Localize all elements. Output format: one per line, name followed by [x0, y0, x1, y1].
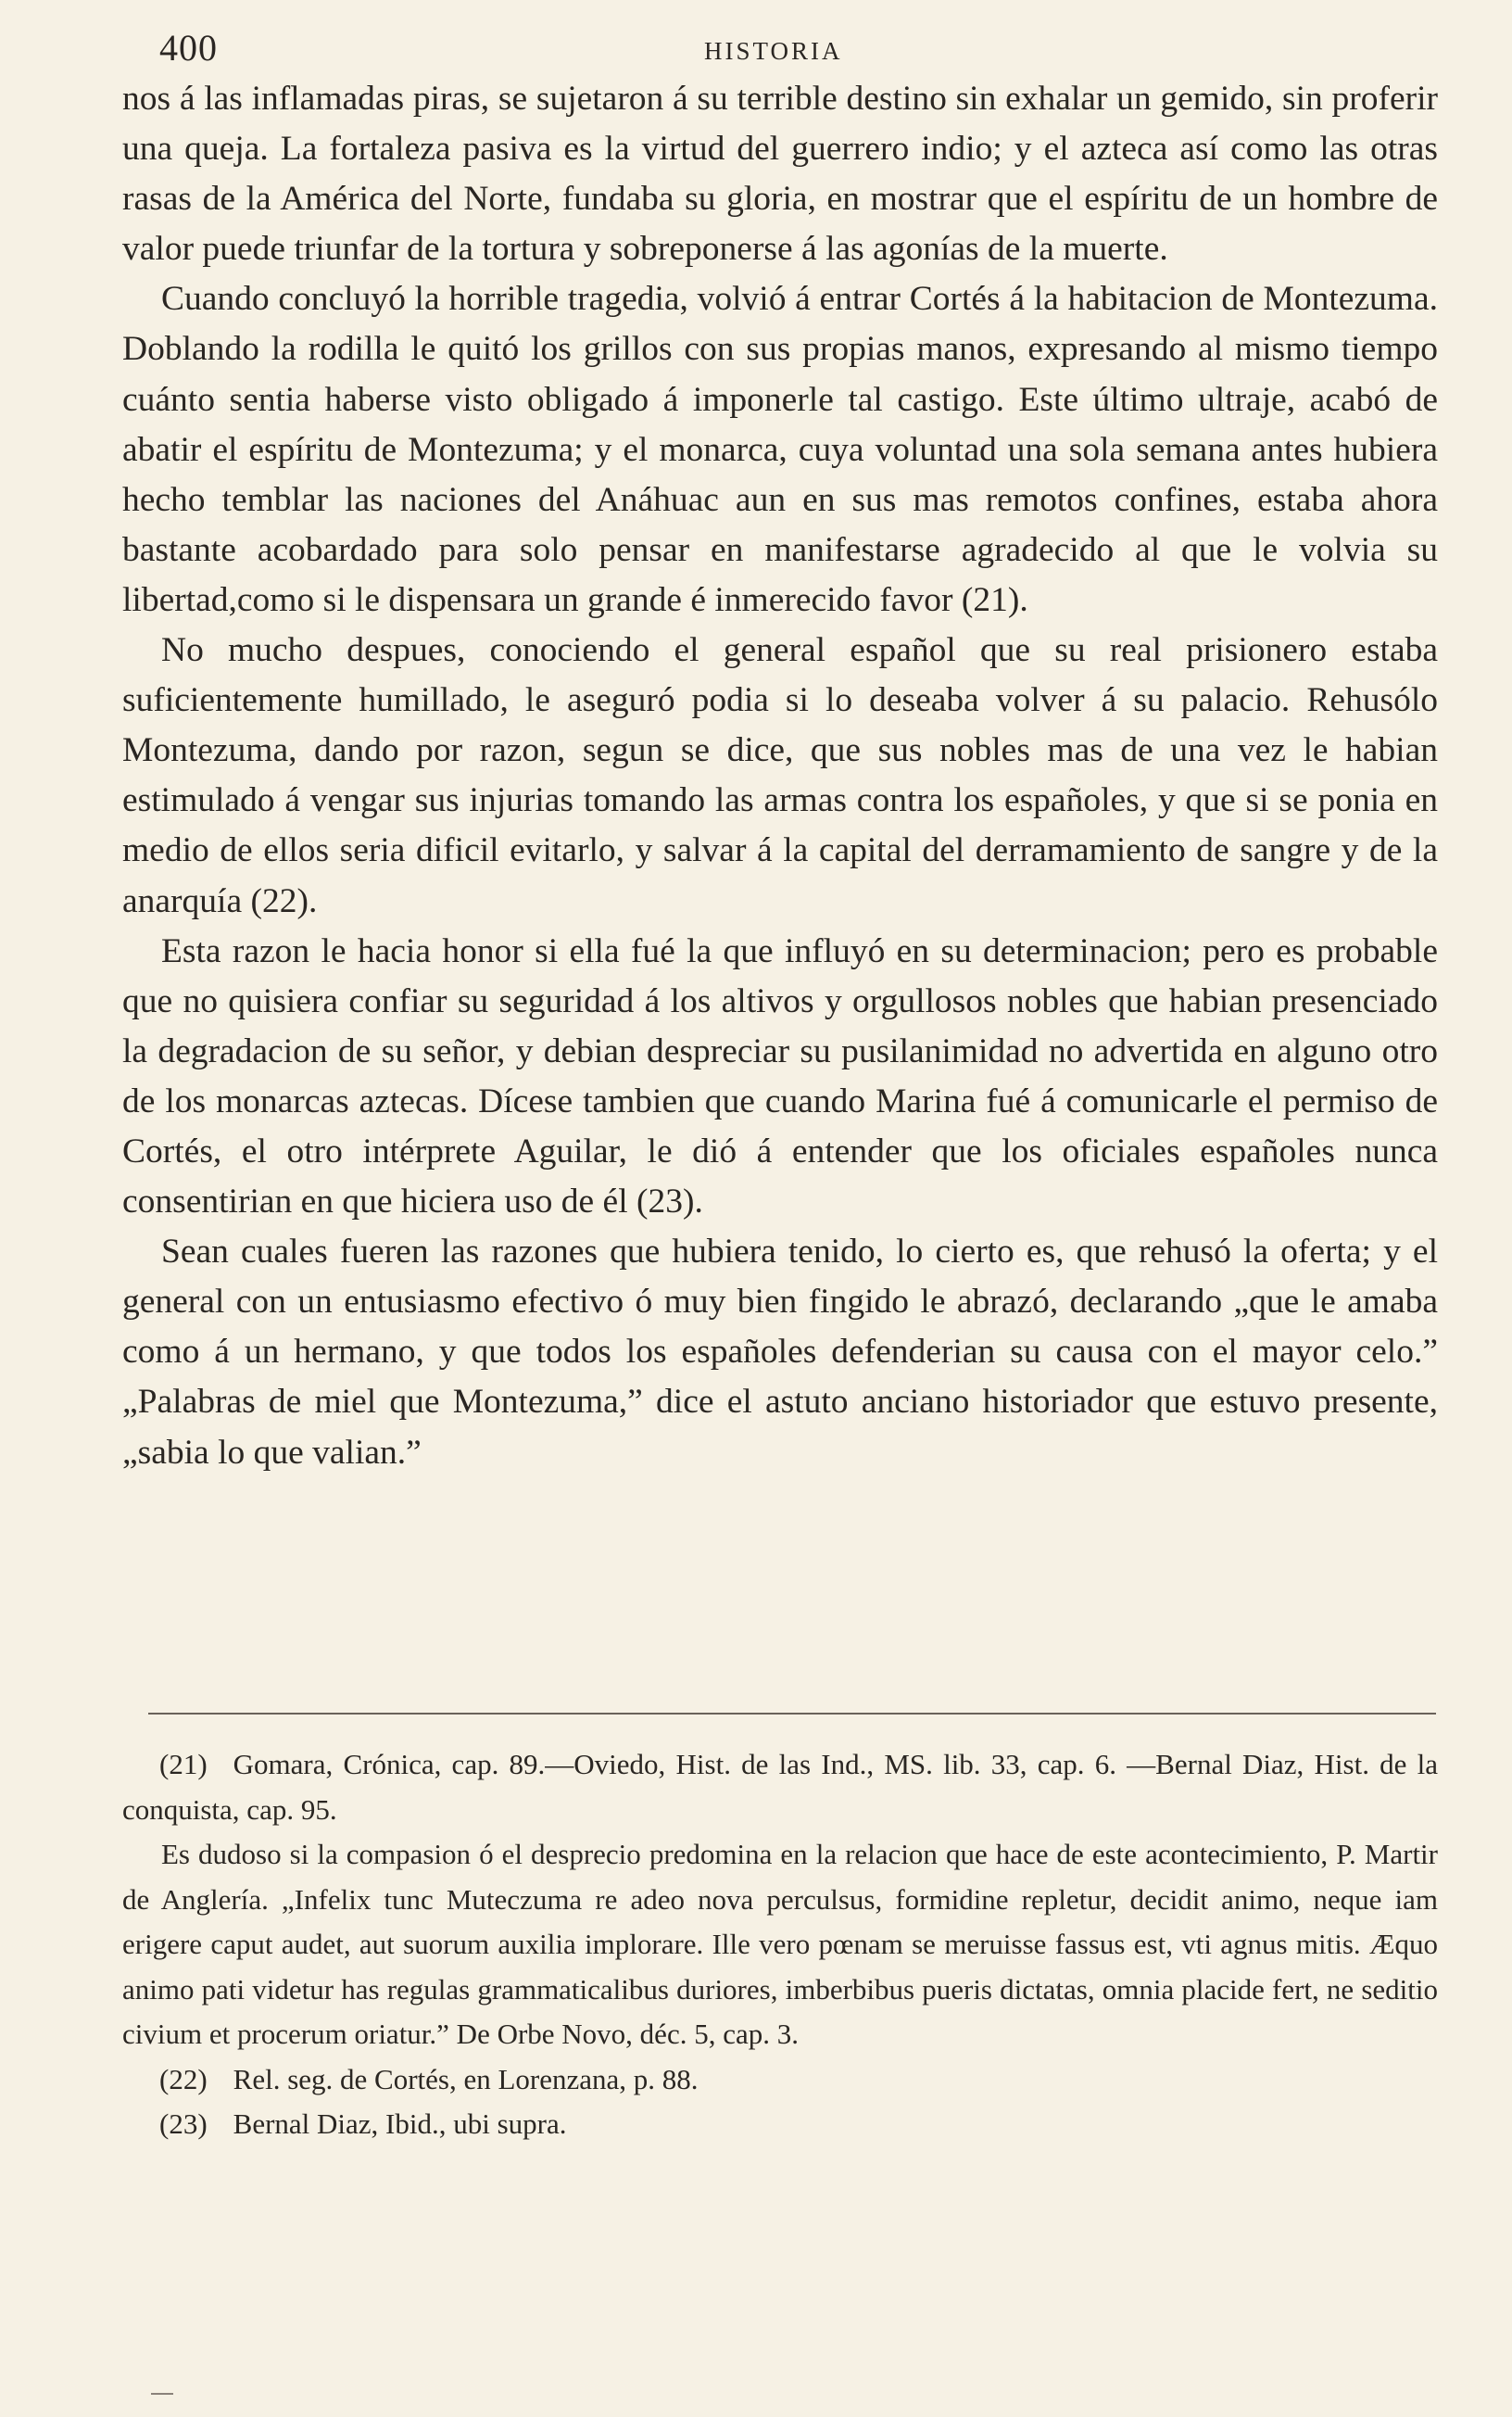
end-dash [151, 2393, 173, 2395]
footnote-text: Bernal Diaz, Ibid., ubi supra. [233, 2107, 567, 2140]
footnote [122, 1742, 1438, 1832]
paragraph: Sean cuales fueren las razones que hubiera tenido, lo cierto es, que rehusó la oferta; y el general con un entusiasmo efectivo ó muy bien fingido le abrazó, declarando „que le amaba como á un hermano, y que todos los españoles defenderian su causa con el mayor celo.” „Palabras de miel que Montezuma,” dice el astuto anciano historiador que estuvo presente, „sabia lo que valian.” [122, 1233, 1438, 1472]
footnote-number: (23) [159, 2107, 208, 2140]
footnote [122, 2057, 1438, 2103]
footnote-number: (22) [159, 2062, 208, 2095]
footnote [122, 2102, 1438, 2147]
footnotes [122, 1742, 1438, 2147]
footnote-divider [148, 1713, 1436, 1715]
footnote-number: (21) [159, 1748, 208, 1780]
footnote-text: Rel. seg. de Cortés, en Lorenzana, p. 88. [233, 2062, 699, 2095]
paragraph: Esta razon le hacia honor si ella fué la que influyó en su determinacion; pero es probable que no quisiera confiar su seguridad á los altivos y orgullosos nobles que habian presenciado la degradacion de su señor, y debian despreciar su pusilanimidad no advertida en alguno otro de los monarcas aztecas. Dícese tambien que cuando Marina fué á comunicarle el permiso de Cortés, el otro intérprete Aguilar, le dió á entender que los oficiales españoles nunca consentirian en que hiciera uso de él (23). [122, 931, 1438, 1221]
page-header [159, 26, 1456, 72]
running-head: HISTORIA [704, 37, 843, 65]
page-number: 400 [159, 27, 218, 69]
paragraph: nos á las inflamadas piras, se sujetaron á su terrible destino sin exhalar un gemido, sin proferir una queja. La fortaleza pasiva es la virtud del guerrero indio; y el azteca así como las otras rasas de la América del Norte, fundaba su gloria, en mostrar que el espíritu de un hombre de valor puede triunfar de la tortura y sobreponerse á las agonías de la muerte. [122, 80, 1438, 269]
paragraph: No mucho despues, conociendo el general español que su real prisionero estaba suficientemente humillado, le aseguró podia si lo deseaba volver á su palacio. Rehusólo Montezuma, dando por razon, segun se dice, que sus nobles mas de una vez le habian estimulado á vengar sus injurias tomando las armas contra los españoles, y que si se ponia en medio de ellos seria dificil evitarlo, y salvar á la capital del derramamiento de sangre y de la anarquía (22). [122, 631, 1438, 920]
footnote-commentary: Es dudoso si la compasion ó el desprecio predomina en la relacion que hace de este acontecimiento, P. Martir de Anglería. „Infelix tunc Muteczuma re adeo nova perculsus, formidine repletur, decidit animo, neque iam erigere caput audet, aut suorum auxilia implorare. Ille vero pœnam se meruisse fassus est, vti agnus mitis. Æquo animo pati videtur has regulas grammaticalibus duriores, imberbibus pueris dictatas, omnia placide fert, ne seditio civium et procerum oriatur.” De Orbe Novo, déc. 5, cap. 3. [122, 1838, 1438, 2050]
paragraph: Cuando concluyó la horrible tragedia, volvió á entrar Cortés á la habitacion de Montezuma. Doblando la rodilla le quitó los grillos con sus propias manos, expresando al mismo tiempo cuánto sentia haberse visto obligado á imponerle tal castigo. Este último ultraje, acabó de abatir el espíritu de Montezuma; y el monarca, cuya voluntad una sola semana antes hubiera hecho temblar las naciones del Anáhuac aun en sus mas remotos confines, estaba ahora bastante acobardado para solo pensar en manifestarse agradecido al que le volvia su libertad,como si le dispensara un grande é inmerecido favor (21). [122, 280, 1438, 619]
footnote-text: Gomara, Crónica, cap. 89.—Oviedo, Hist. de las Ind., MS. lib. 33, cap. 6. —Bernal Diaz, Hist. de la conquista, cap. 95. [122, 1748, 1438, 1826]
main-text [122, 74, 1438, 1478]
